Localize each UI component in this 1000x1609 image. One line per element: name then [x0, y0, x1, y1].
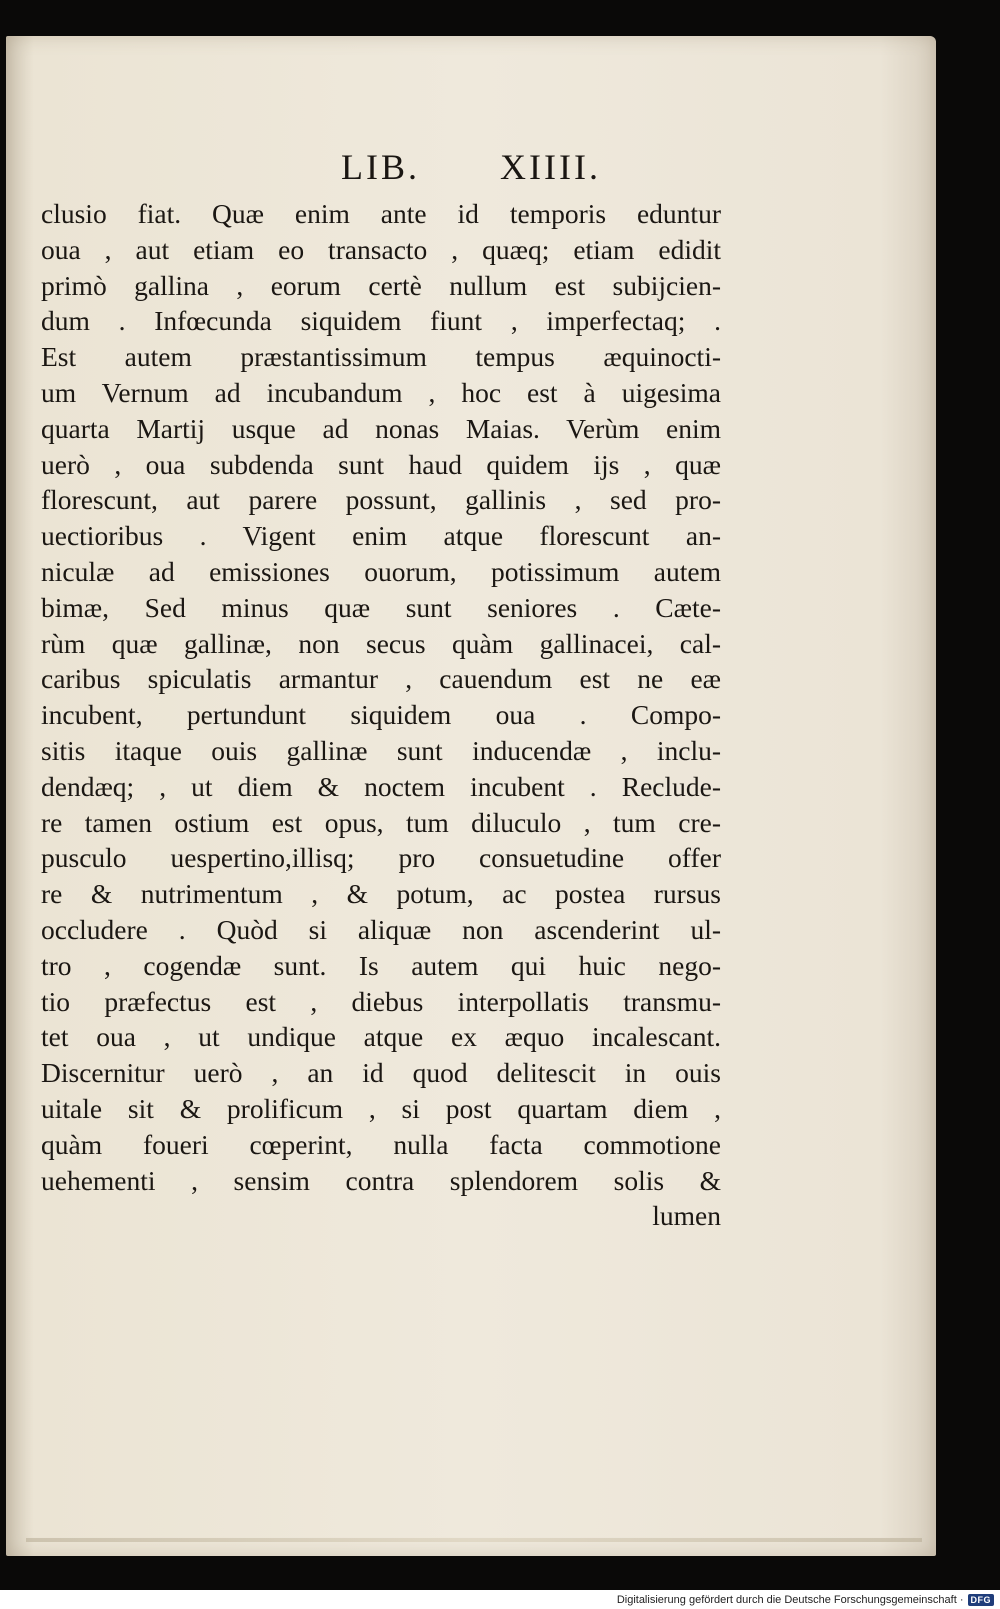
running-head-number: XIIII. — [500, 147, 601, 187]
text-line: occludere . Quòd si aliquæ non ascenderint ul- — [41, 913, 721, 945]
text-line: pusculo uespertino,illisq; pro consuetudine offer — [41, 842, 721, 874]
text-line: uectioribus . Vigent enim atque florescunt an- — [41, 520, 721, 552]
text-line: tet oua , ut undique atque ex æquo incalescant. — [41, 1021, 721, 1053]
text-line: re tamen ostium est opus, tum diluculo , tum cre- — [41, 806, 721, 838]
text-line: quàm foueri cœperint, nulla facta commotione — [41, 1128, 721, 1160]
text-line: um Vernum ad incubandum , hoc est à uigesima — [41, 376, 721, 408]
funding-credit: Digitalisierung gefördert durch die Deutsche Forschungsgemeinschaft · — [616, 1593, 964, 1606]
text-line: bimæ, Sed minus quæ sunt seniores . Cæte- — [41, 591, 721, 623]
text-line: tro , cogendæ sunt. Is autem qui huic nego- — [41, 949, 721, 981]
text-line: clusio fiat. Quæ enim ante id temporis eduntur — [41, 198, 721, 229]
text-line: caribus spiculatis armantur , cauendum est ne eæ — [41, 663, 721, 695]
running-head — [6, 146, 936, 188]
text-line: niculæ ad emissiones ouorum, potissimum autem — [41, 555, 721, 587]
text-line: sitis itaque ouis gallinæ sunt inducendæ , inclu- — [41, 734, 721, 766]
page-body-text — [41, 196, 721, 1234]
text-line: incubent, pertundunt siquidem oua . Compo- — [41, 699, 721, 731]
book-page — [6, 36, 936, 1556]
text-line: florescunt, aut parere possunt, gallinis , sed pro- — [41, 484, 721, 516]
text-line: dum . Infœcunda siquidem fiunt , imperfectaq; . — [41, 305, 721, 337]
running-head-book: LIB. — [341, 147, 421, 187]
text-line: quarta Martij usque ad nonas Maias. Verùm enim — [41, 412, 721, 444]
text-line: tio præfectus est , diebus interpollatis transmu- — [41, 985, 721, 1017]
footer-bar — [0, 1590, 1000, 1609]
text-line: rùm quæ gallinæ, non secus quàm gallinacei, cal- — [41, 627, 721, 659]
text-line: re & nutrimentum , & potum, ac postea rursus — [41, 878, 721, 910]
text-line: Discernitur uerò , an id quod delitescit in ouis — [41, 1057, 721, 1089]
text-line: uerò , oua subdenda sunt haud quidem ijs , quæ — [41, 448, 721, 480]
text-line: uehementi , sensim contra splendorem solis & — [41, 1164, 721, 1196]
page-edge — [26, 1538, 922, 1542]
text-line: oua , aut etiam eo transacto , quæq; etiam edidit — [41, 233, 721, 265]
text-line: primò gallina , eorum certè nullum est subijcien- — [41, 269, 721, 301]
dfg-logo: DFG — [968, 1594, 995, 1606]
text-line: lumen — [652, 1200, 721, 1232]
text-line: uitale sit & prolificum , si post quartam diem , — [41, 1092, 721, 1124]
text-line: dendæq; , ut diem & noctem incubent . Reclude- — [41, 770, 721, 802]
text-line: Est autem præstantissimum tempus æquinocti- — [41, 341, 721, 373]
